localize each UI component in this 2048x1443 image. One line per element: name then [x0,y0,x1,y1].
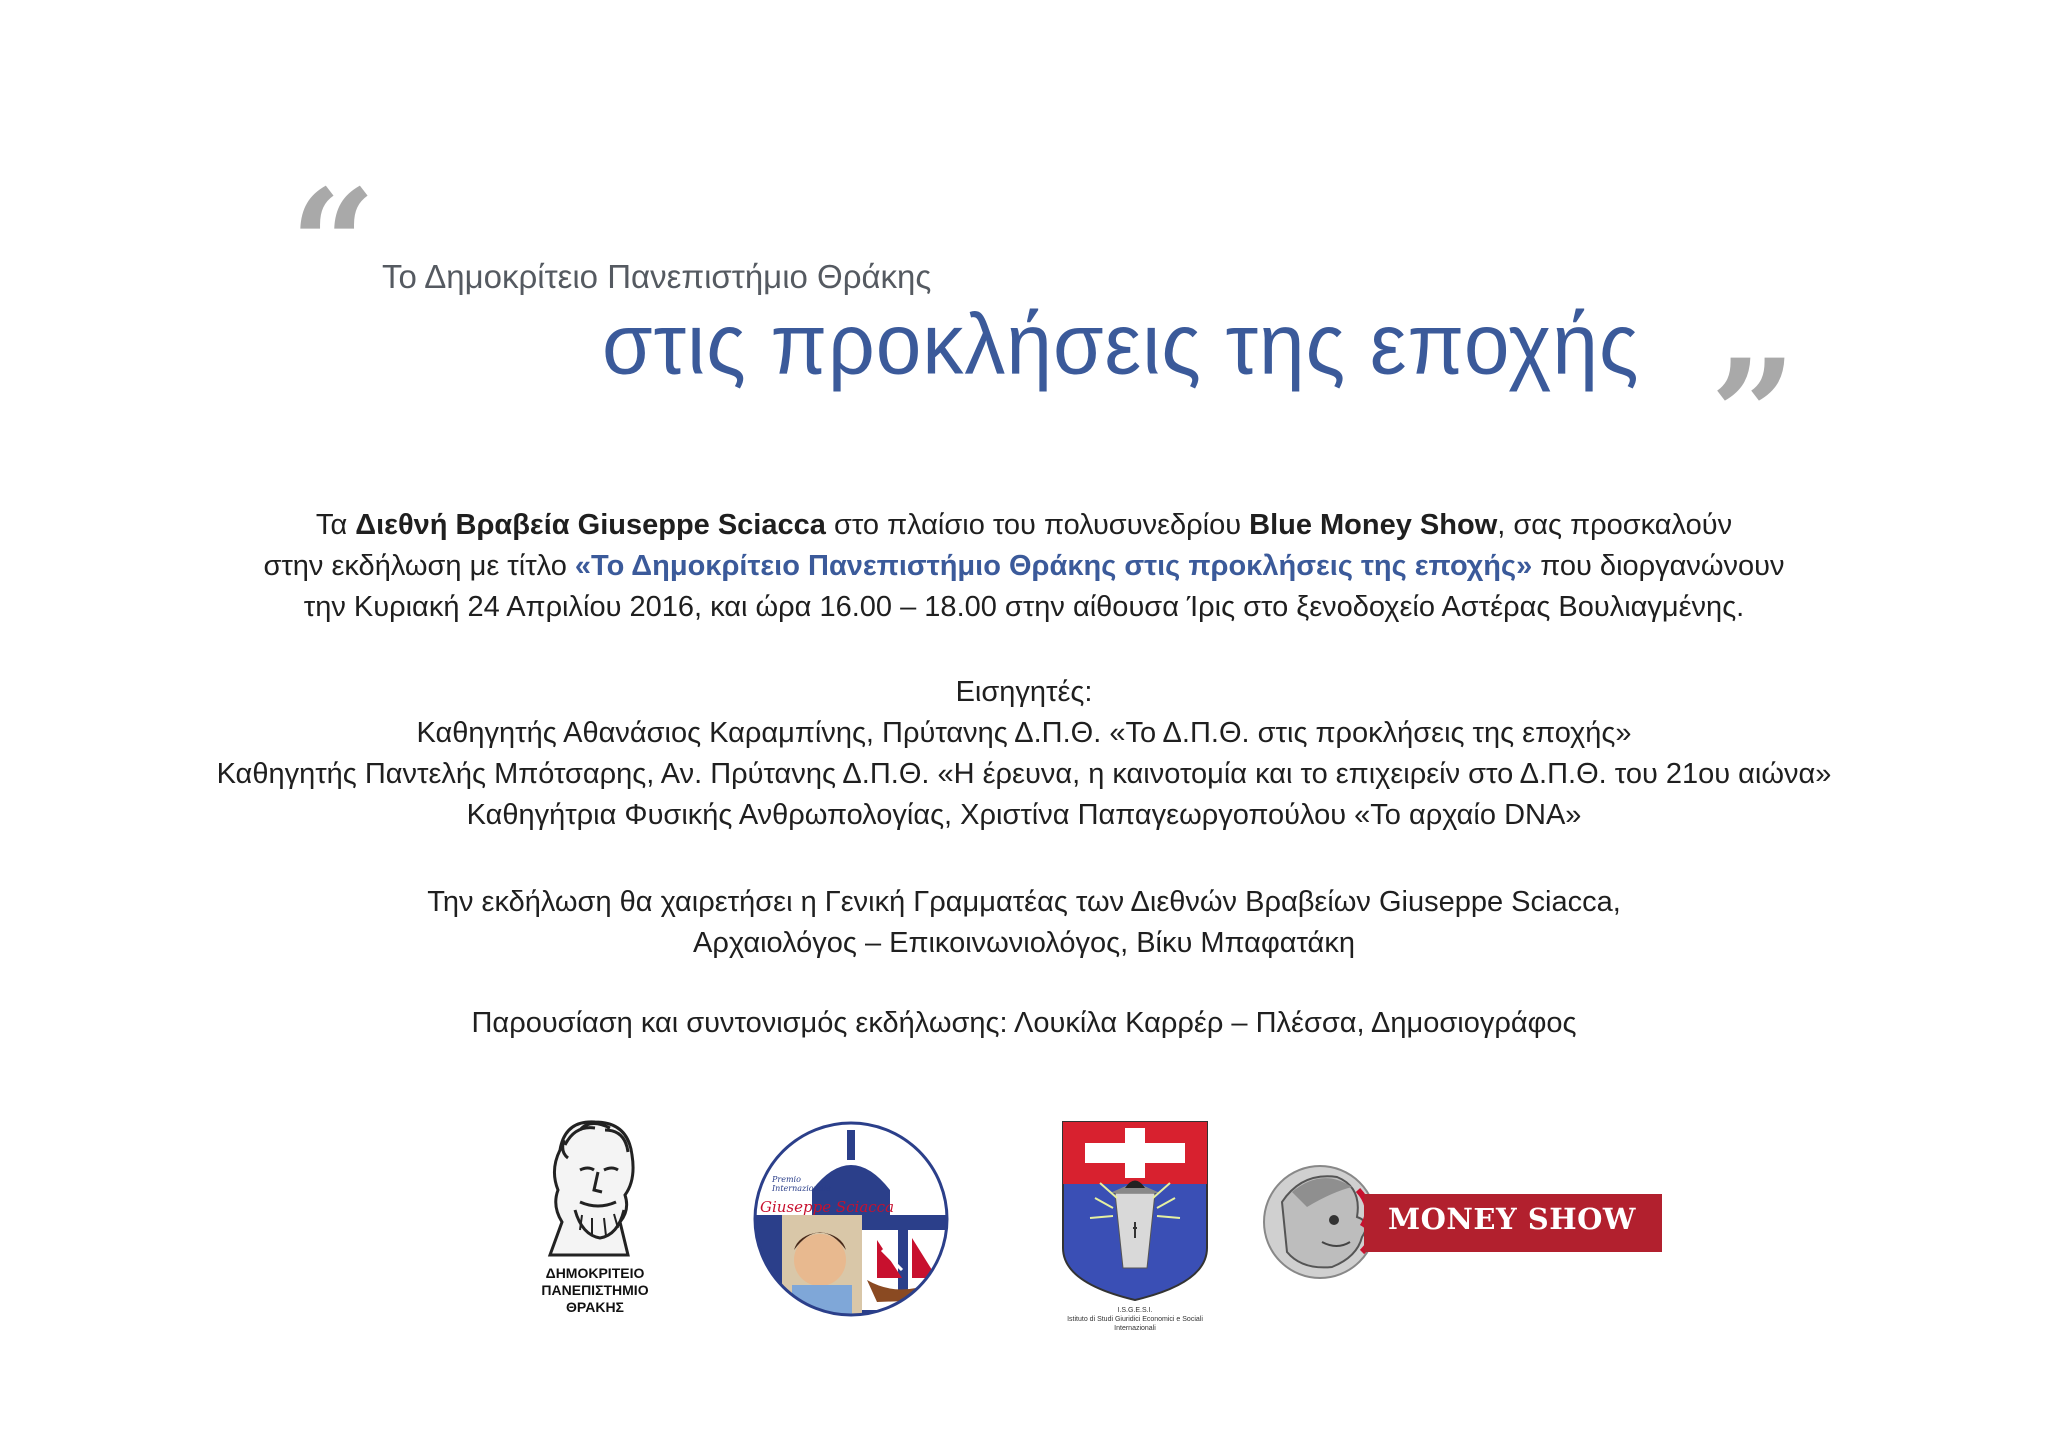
intro-text: στο πλαίσιο του πολυσυνεδρίου [825,509,1250,541]
isgesi-acronym: I.S.G.E.S.I. [1117,1307,1153,1314]
heading-title: στις προκλήσεις της εποχής [602,297,1640,393]
intro-line-3: την Κυριακή 24 Απριλίου 2016, και ώρα 16.00 – 18.00 στην αίθουσα Ίρις στο ξενοδοχείο Αστέρας Βουλιαγμένης. [303,591,1745,623]
duth-name [520,1265,670,1316]
isgesi-logo [1055,1118,1215,1332]
isgesi-full-name: Istituto di Studi Giuridici Economici e Sociali Internazionali [1067,1316,1203,1332]
duth-name-line: ΠΑΝΕΠΙΣΤΗΜΙΟ [541,1282,649,1298]
greeting-line-1: Την εκδήλωση θα χαιρετήσει η Γενική Γραμματέας των Διεθνών Βραβείων Giuseppe Sciacca, [427,886,1621,918]
presentation-line: Παρουσίαση και συντονισμός εκδήλωσης: Λουκίλα Καρρέρ – Πλέσσα, Δημοσιογράφος [471,1007,1577,1039]
internazionale-text: Internazionale [772,1184,831,1193]
heading-subtitle: Το Δημοκρίτειο Πανεπιστήμιο Θράκης [382,258,932,295]
speaker-item: Καθηγητής Αθανάσιος Καραμπίνης, Πρύτανης Δ.Π.Θ. «Το Δ.Π.Θ. στις προκλήσεις της εποχής» [416,717,1632,749]
intro-text: , σας προσκαλούν [1497,509,1733,541]
speakers-heading: Εισηγητές: [955,676,1093,708]
open-quote-mark: “ [290,157,377,333]
money-show-label: MONEY SHOW [1388,1202,1636,1236]
greeting-line-2: Αρχαιολόγος – Επικοινωνιολόγος, Βίκυ Μπαφατάκη [693,927,1355,959]
isgesi-caption [1055,1306,1215,1333]
sciacca-award-logo [752,1120,950,1318]
speaker-item: Καθηγητής Παντελής Μπότσαρης, Αν. Πρύτανης Δ.Π.Θ. «Η έρευνα, η καινοτομία και το επιχειρείν στο Δ.Π.Θ. του 21ου αιώνα» [216,758,1832,790]
democritus-bust-icon [520,1110,670,1260]
intro-line-2 [0,546,2048,587]
sciacca-name: Giuseppe Sciacca [759,1198,895,1216]
isgesi-crest-icon [1055,1118,1215,1303]
intro-text: που διοργανώνουν [1532,550,1785,582]
intro-text: Τα [315,509,356,541]
conference-name: Blue Money Show [1249,509,1498,541]
awards-name: Διεθνή Βραβεία Giuseppe Sciacca [355,509,826,541]
presentation-section [0,1003,2048,1044]
invitation-intro [0,505,2048,628]
sciacca-premio-label [772,1175,831,1193]
money-show-logo [1262,1162,1662,1282]
duth-logo [520,1110,670,1330]
speaker-item: Καθηγήτρια Φυσικής Ανθρωπολογίας, Χριστίνα Παπαγεωργοπούλου «Το αρχαίο DNA» [466,799,1582,831]
duth-name-line: ΘΡΑΚΗΣ [566,1299,624,1315]
close-quote-mark: ” [1710,327,1797,503]
premio-text: Premio [772,1175,801,1184]
sciacca-emblem-icon [752,1120,950,1318]
duth-name-line: ΔΗΜΟΚΡΙΤΕΙΟ [545,1265,645,1281]
greeting-section [0,882,2048,964]
speakers-section [0,672,2048,836]
intro-text: στην εκδήλωση με τίτλο [263,550,575,582]
event-title: «Το Δημοκρίτειο Πανεπιστήμιο Θράκης στις προκλήσεις της εποχής» [574,550,1533,582]
intro-line-1 [0,505,2048,546]
